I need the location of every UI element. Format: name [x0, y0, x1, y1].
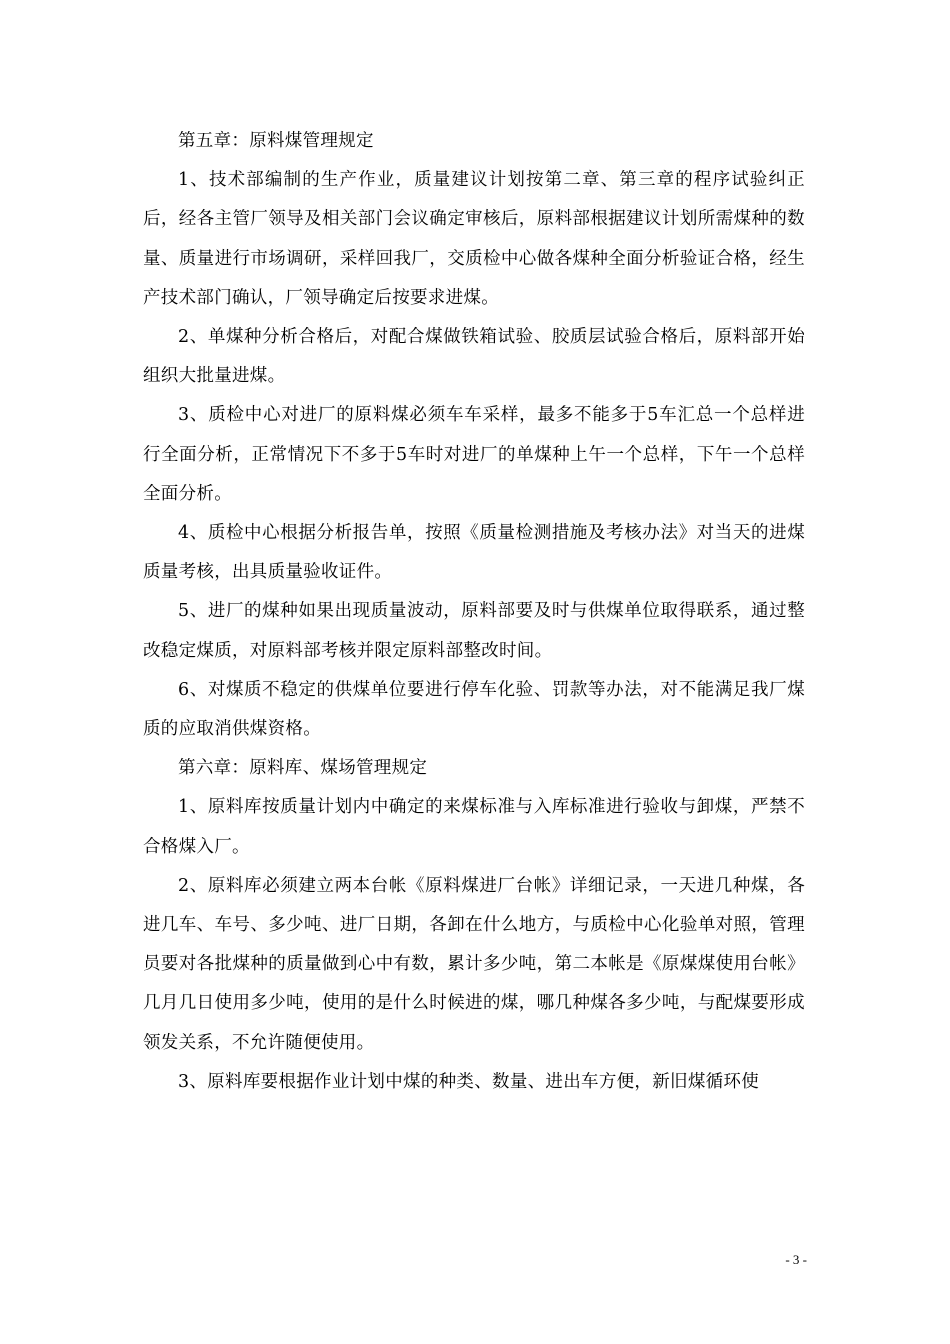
chapter-5-paragraph-4: 4、质检中心根据分析报告单，按照《质量检测措施及考核办法》对当天的进煤质量考核，出具质量验收证件。 [143, 523, 805, 583]
chapter-5-paragraph-1: 1、技术部编制的生产作业，质量建议计划按第二章、第三章的程序试验纠正后，经各主管厂领导及相关部门会议确定审核后，原料部根据建议计划所需煤种的数量、质量进行市场调研，采样回我厂，交质检中心做各煤种全面分析验证合格，经生产技术部门确认，厂领导确定后按要求进煤。 [143, 170, 805, 308]
chapter-5-paragraph-6: 6、对煤质不稳定的供煤单位要进行停车化验、罚款等办法，对不能满足我厂煤质的应取消供煤资格。 [143, 679, 805, 740]
chapter-6-paragraph-1: 1、原料库按质量计划内中确定的来煤标准与入库标准进行验收与卸煤，严禁不合格煤入厂。 [143, 797, 805, 857]
chapter-5-paragraph-5: 5、进厂的煤种如果出现质量波动，原料部要及时与供煤单位取得联系，通过整改稳定煤质，对原料部考核并限定原料部整改时间。 [143, 601, 805, 661]
chapter-6-paragraph-2: 2、原料库必须建立两本台帐《原料煤进厂台帐》详细记录，一天进几种煤，各进几车、车号、多少吨、进厂日期，各卸在什么地方，与质检中心化验单对照，管理员要对各批煤种的质量做到心中有数，累计多少吨，第二本帐是《原煤煤使用台帐》几月几日使用多少吨，使用的是什么时候进的煤，哪几种煤各多少吨，与配煤要形成领发关系，不允许随便使用。 [143, 875, 805, 1053]
document-body [143, 122, 805, 1102]
page-number: - 3 - [785, 1252, 807, 1267]
chapter-6-heading: 第六章：原料库、煤场管理规定 [178, 758, 428, 779]
chapter-5-heading: 第五章：原料煤管理规定 [178, 131, 374, 151]
chapter-6-paragraph-3: 3、原料库要根据作业计划中煤的种类、数量、进出车方便，新旧煤循环使 [178, 1071, 760, 1092]
chapter-5-paragraph-2: 2、单煤种分析合格后，对配合煤做铁箱试验、胶质层试验合格后，原料部开始组织大批量进煤。 [143, 327, 805, 387]
chapter-5-paragraph-3: 3、质检中心对进厂的原料煤必须车车采样，最多不能多于5车汇总一个总样进行全面分析，正常情况下不多于5车时对进厂的单煤种上午一个总样，下午一个总样全面分析。 [143, 405, 805, 504]
